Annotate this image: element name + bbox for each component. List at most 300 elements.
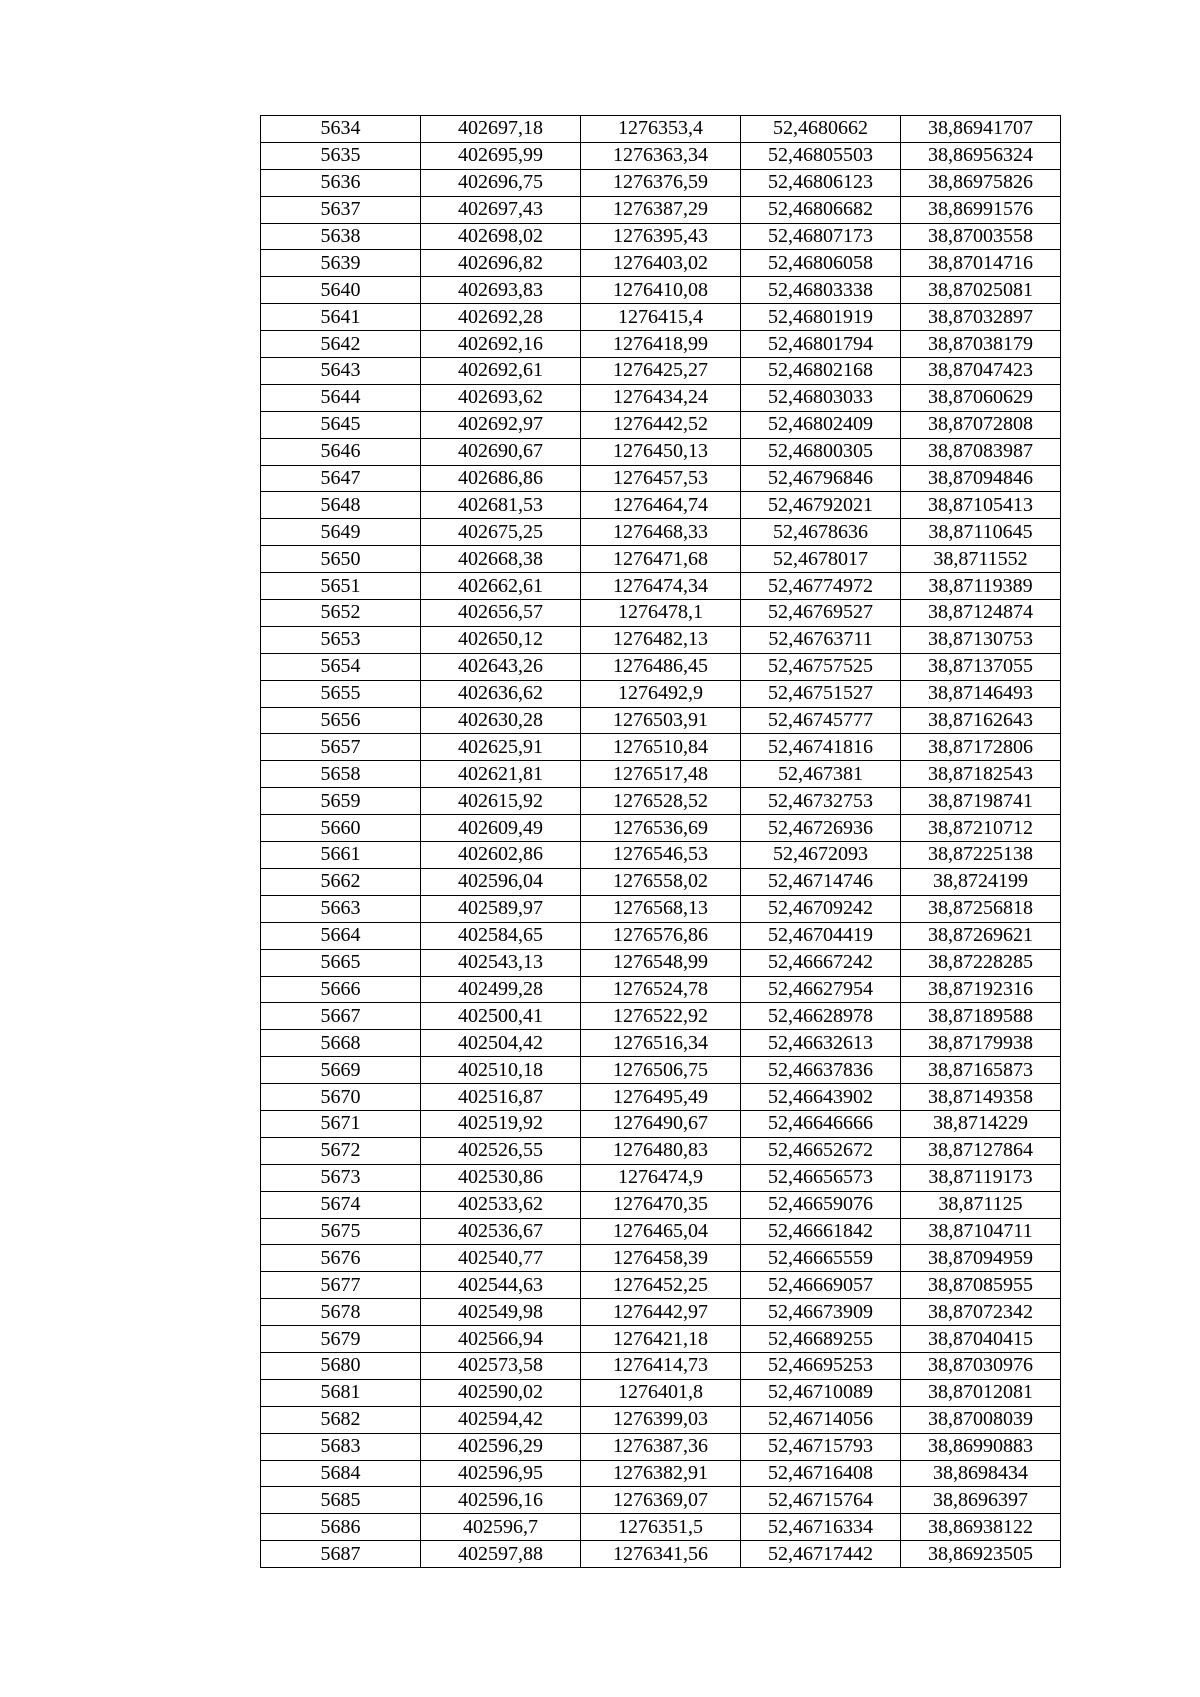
y-coordinate-cell: 1276568,13: [581, 895, 741, 922]
x-coordinate-cell: 402615,92: [421, 788, 581, 815]
y-coordinate-cell: 1276341,56: [581, 1541, 741, 1568]
latitude-cell: 52,46774972: [741, 573, 901, 600]
table-row: [261, 492, 1061, 519]
x-coordinate-cell: 402695,99: [421, 142, 581, 169]
latitude-cell: 52,46628978: [741, 1003, 901, 1030]
y-coordinate-cell: 1276478,1: [581, 600, 741, 627]
y-coordinate-cell: 1276403,02: [581, 250, 741, 277]
point-number-cell: 5669: [261, 1057, 421, 1084]
latitude-cell: 52,46695253: [741, 1352, 901, 1379]
x-coordinate-cell: 402630,28: [421, 707, 581, 734]
longitude-cell: 38,87038179: [901, 331, 1061, 358]
point-number-cell: 5668: [261, 1030, 421, 1057]
point-number-cell: 5678: [261, 1299, 421, 1326]
latitude-cell: 52,46716334: [741, 1514, 901, 1541]
x-coordinate-cell: 402668,38: [421, 546, 581, 573]
y-coordinate-cell: 1276503,91: [581, 707, 741, 734]
longitude-cell: 38,87104711: [901, 1218, 1061, 1245]
x-coordinate-cell: 402636,62: [421, 680, 581, 707]
y-coordinate-cell: 1276425,27: [581, 358, 741, 385]
point-number-cell: 5649: [261, 519, 421, 546]
latitude-cell: 52,46745777: [741, 707, 901, 734]
latitude-cell: 52,46806058: [741, 250, 901, 277]
y-coordinate-cell: 1276471,68: [581, 546, 741, 573]
point-number-cell: 5663: [261, 895, 421, 922]
latitude-cell: 52,46792021: [741, 492, 901, 519]
table-row: [261, 842, 1061, 869]
x-coordinate-cell: 402693,83: [421, 277, 581, 304]
x-coordinate-cell: 402519,92: [421, 1110, 581, 1137]
longitude-cell: 38,87032897: [901, 304, 1061, 331]
y-coordinate-cell: 1276492,9: [581, 680, 741, 707]
latitude-cell: 52,46652672: [741, 1137, 901, 1164]
y-coordinate-cell: 1276410,08: [581, 277, 741, 304]
longitude-cell: 38,87085955: [901, 1272, 1061, 1299]
point-number-cell: 5679: [261, 1326, 421, 1353]
table-row: [261, 1299, 1061, 1326]
point-number-cell: 5658: [261, 761, 421, 788]
longitude-cell: 38,87256818: [901, 895, 1061, 922]
point-number-cell: 5644: [261, 384, 421, 411]
y-coordinate-cell: 1276528,52: [581, 788, 741, 815]
x-coordinate-cell: 402696,75: [421, 169, 581, 196]
y-coordinate-cell: 1276522,92: [581, 1003, 741, 1030]
point-number-cell: 5639: [261, 250, 421, 277]
latitude-cell: 52,46716408: [741, 1460, 901, 1487]
table-row: [261, 1406, 1061, 1433]
longitude-cell: 38,86923505: [901, 1541, 1061, 1568]
y-coordinate-cell: 1276506,75: [581, 1057, 741, 1084]
table-row: [261, 1030, 1061, 1057]
latitude-cell: 52,46714056: [741, 1406, 901, 1433]
point-number-cell: 5643: [261, 358, 421, 385]
x-coordinate-cell: 402675,25: [421, 519, 581, 546]
x-coordinate-cell: 402697,43: [421, 196, 581, 223]
y-coordinate-cell: 1276363,34: [581, 142, 741, 169]
x-coordinate-cell: 402573,58: [421, 1352, 581, 1379]
longitude-cell: 38,87003558: [901, 223, 1061, 250]
latitude-cell: 52,4678017: [741, 546, 901, 573]
point-number-cell: 5653: [261, 626, 421, 653]
latitude-cell: 52,46805503: [741, 142, 901, 169]
point-number-cell: 5683: [261, 1433, 421, 1460]
y-coordinate-cell: 1276351,5: [581, 1514, 741, 1541]
y-coordinate-cell: 1276468,33: [581, 519, 741, 546]
y-coordinate-cell: 1276517,48: [581, 761, 741, 788]
point-number-cell: 5681: [261, 1379, 421, 1406]
point-number-cell: 5682: [261, 1406, 421, 1433]
point-number-cell: 5665: [261, 949, 421, 976]
point-number-cell: 5636: [261, 169, 421, 196]
latitude-cell: 52,4672093: [741, 842, 901, 869]
latitude-cell: 52,46667242: [741, 949, 901, 976]
latitude-cell: 52,467381: [741, 761, 901, 788]
y-coordinate-cell: 1276490,67: [581, 1110, 741, 1137]
longitude-cell: 38,86991576: [901, 196, 1061, 223]
table-row: [261, 196, 1061, 223]
longitude-cell: 38,8698434: [901, 1460, 1061, 1487]
longitude-cell: 38,87149358: [901, 1084, 1061, 1111]
x-coordinate-cell: 402536,67: [421, 1218, 581, 1245]
point-number-cell: 5677: [261, 1272, 421, 1299]
latitude-cell: 52,46732753: [741, 788, 901, 815]
y-coordinate-cell: 1276546,53: [581, 842, 741, 869]
coordinates-table: [260, 115, 1061, 1568]
longitude-cell: 38,87025081: [901, 277, 1061, 304]
table-row: [261, 949, 1061, 976]
table-row: [261, 465, 1061, 492]
table-row: [261, 438, 1061, 465]
table-row: [261, 411, 1061, 438]
table-row: [261, 277, 1061, 304]
x-coordinate-cell: 402692,97: [421, 411, 581, 438]
x-coordinate-cell: 402596,29: [421, 1433, 581, 1460]
y-coordinate-cell: 1276457,53: [581, 465, 741, 492]
x-coordinate-cell: 402650,12: [421, 626, 581, 653]
y-coordinate-cell: 1276486,45: [581, 653, 741, 680]
y-coordinate-cell: 1276576,86: [581, 922, 741, 949]
point-number-cell: 5680: [261, 1352, 421, 1379]
longitude-cell: 38,87094959: [901, 1245, 1061, 1272]
longitude-cell: 38,87172806: [901, 734, 1061, 761]
latitude-cell: 52,46627954: [741, 976, 901, 1003]
x-coordinate-cell: 402596,95: [421, 1460, 581, 1487]
x-coordinate-cell: 402692,28: [421, 304, 581, 331]
x-coordinate-cell: 402656,57: [421, 600, 581, 627]
longitude-cell: 38,8724199: [901, 868, 1061, 895]
longitude-cell: 38,87094846: [901, 465, 1061, 492]
y-coordinate-cell: 1276442,97: [581, 1299, 741, 1326]
x-coordinate-cell: 402596,16: [421, 1487, 581, 1514]
point-number-cell: 5637: [261, 196, 421, 223]
table-row: [261, 815, 1061, 842]
point-number-cell: 5660: [261, 815, 421, 842]
latitude-cell: 52,46802168: [741, 358, 901, 385]
longitude-cell: 38,87130753: [901, 626, 1061, 653]
table-row: [261, 976, 1061, 1003]
latitude-cell: 52,46802409: [741, 411, 901, 438]
y-coordinate-cell: 1276474,34: [581, 573, 741, 600]
x-coordinate-cell: 402543,13: [421, 949, 581, 976]
x-coordinate-cell: 402597,88: [421, 1541, 581, 1568]
latitude-cell: 52,46661842: [741, 1218, 901, 1245]
longitude-cell: 38,87225138: [901, 842, 1061, 869]
table-row: [261, 653, 1061, 680]
coordinates-table-body: [261, 116, 1061, 1568]
x-coordinate-cell: 402533,62: [421, 1191, 581, 1218]
x-coordinate-cell: 402698,02: [421, 223, 581, 250]
x-coordinate-cell: 402662,61: [421, 573, 581, 600]
table-row: [261, 1460, 1061, 1487]
table-row: [261, 895, 1061, 922]
point-number-cell: 5659: [261, 788, 421, 815]
point-number-cell: 5651: [261, 573, 421, 600]
y-coordinate-cell: 1276414,73: [581, 1352, 741, 1379]
longitude-cell: 38,87119173: [901, 1164, 1061, 1191]
point-number-cell: 5687: [261, 1541, 421, 1568]
point-number-cell: 5640: [261, 277, 421, 304]
y-coordinate-cell: 1276387,29: [581, 196, 741, 223]
y-coordinate-cell: 1276474,9: [581, 1164, 741, 1191]
longitude-cell: 38,8714229: [901, 1110, 1061, 1137]
point-number-cell: 5655: [261, 680, 421, 707]
point-number-cell: 5638: [261, 223, 421, 250]
point-number-cell: 5684: [261, 1460, 421, 1487]
latitude-cell: 52,46800305: [741, 438, 901, 465]
longitude-cell: 38,87105413: [901, 492, 1061, 519]
y-coordinate-cell: 1276353,4: [581, 116, 741, 143]
y-coordinate-cell: 1276458,39: [581, 1245, 741, 1272]
longitude-cell: 38,87192316: [901, 976, 1061, 1003]
y-coordinate-cell: 1276369,07: [581, 1487, 741, 1514]
point-number-cell: 5670: [261, 1084, 421, 1111]
x-coordinate-cell: 402504,42: [421, 1030, 581, 1057]
y-coordinate-cell: 1276395,43: [581, 223, 741, 250]
point-number-cell: 5657: [261, 734, 421, 761]
longitude-cell: 38,87060629: [901, 384, 1061, 411]
latitude-cell: 52,46801919: [741, 304, 901, 331]
latitude-cell: 52,46659076: [741, 1191, 901, 1218]
table-row: [261, 1084, 1061, 1111]
x-coordinate-cell: 402621,81: [421, 761, 581, 788]
table-row: [261, 761, 1061, 788]
longitude-cell: 38,87040415: [901, 1326, 1061, 1353]
latitude-cell: 52,46769527: [741, 600, 901, 627]
y-coordinate-cell: 1276434,24: [581, 384, 741, 411]
y-coordinate-cell: 1276548,99: [581, 949, 741, 976]
x-coordinate-cell: 402625,91: [421, 734, 581, 761]
x-coordinate-cell: 402526,55: [421, 1137, 581, 1164]
y-coordinate-cell: 1276399,03: [581, 1406, 741, 1433]
longitude-cell: 38,87072808: [901, 411, 1061, 438]
x-coordinate-cell: 402566,94: [421, 1326, 581, 1353]
x-coordinate-cell: 402681,53: [421, 492, 581, 519]
x-coordinate-cell: 402697,18: [421, 116, 581, 143]
table-row: [261, 1272, 1061, 1299]
point-number-cell: 5686: [261, 1514, 421, 1541]
y-coordinate-cell: 1276450,13: [581, 438, 741, 465]
latitude-cell: 52,46673909: [741, 1299, 901, 1326]
latitude-cell: 52,4678636: [741, 519, 901, 546]
point-number-cell: 5667: [261, 1003, 421, 1030]
x-coordinate-cell: 402589,97: [421, 895, 581, 922]
y-coordinate-cell: 1276495,49: [581, 1084, 741, 1111]
table-row: [261, 169, 1061, 196]
longitude-cell: 38,87269621: [901, 922, 1061, 949]
point-number-cell: 5648: [261, 492, 421, 519]
longitude-cell: 38,87012081: [901, 1379, 1061, 1406]
table-row: [261, 546, 1061, 573]
latitude-cell: 52,46669057: [741, 1272, 901, 1299]
point-number-cell: 5661: [261, 842, 421, 869]
latitude-cell: 52,46646666: [741, 1110, 901, 1137]
table-row: [261, 1137, 1061, 1164]
point-number-cell: 5635: [261, 142, 421, 169]
x-coordinate-cell: 402584,65: [421, 922, 581, 949]
longitude-cell: 38,87210712: [901, 815, 1061, 842]
longitude-cell: 38,87165873: [901, 1057, 1061, 1084]
table-row: [261, 1514, 1061, 1541]
point-number-cell: 5650: [261, 546, 421, 573]
point-number-cell: 5675: [261, 1218, 421, 1245]
longitude-cell: 38,87182543: [901, 761, 1061, 788]
latitude-cell: 52,46709242: [741, 895, 901, 922]
longitude-cell: 38,87162643: [901, 707, 1061, 734]
table-row: [261, 922, 1061, 949]
latitude-cell: 52,46807173: [741, 223, 901, 250]
table-row: [261, 1218, 1061, 1245]
point-number-cell: 5641: [261, 304, 421, 331]
y-coordinate-cell: 1276465,04: [581, 1218, 741, 1245]
point-number-cell: 5645: [261, 411, 421, 438]
table-row: [261, 1003, 1061, 1030]
longitude-cell: 38,87137055: [901, 653, 1061, 680]
latitude-cell: 52,46665559: [741, 1245, 901, 1272]
x-coordinate-cell: 402499,28: [421, 976, 581, 1003]
x-coordinate-cell: 402500,41: [421, 1003, 581, 1030]
y-coordinate-cell: 1276480,83: [581, 1137, 741, 1164]
table-row: [261, 331, 1061, 358]
longitude-cell: 38,87014716: [901, 250, 1061, 277]
x-coordinate-cell: 402692,61: [421, 358, 581, 385]
y-coordinate-cell: 1276442,52: [581, 411, 741, 438]
table-row: [261, 1379, 1061, 1406]
x-coordinate-cell: 402540,77: [421, 1245, 581, 1272]
table-row: [261, 680, 1061, 707]
longitude-cell: 38,87127864: [901, 1137, 1061, 1164]
point-number-cell: 5652: [261, 600, 421, 627]
longitude-cell: 38,86990883: [901, 1433, 1061, 1460]
longitude-cell: 38,87047423: [901, 358, 1061, 385]
x-coordinate-cell: 402516,87: [421, 1084, 581, 1111]
point-number-cell: 5647: [261, 465, 421, 492]
point-number-cell: 5674: [261, 1191, 421, 1218]
longitude-cell: 38,87179938: [901, 1030, 1061, 1057]
longitude-cell: 38,87110645: [901, 519, 1061, 546]
point-number-cell: 5642: [261, 331, 421, 358]
point-number-cell: 5672: [261, 1137, 421, 1164]
y-coordinate-cell: 1276452,25: [581, 1272, 741, 1299]
x-coordinate-cell: 402596,7: [421, 1514, 581, 1541]
y-coordinate-cell: 1276470,35: [581, 1191, 741, 1218]
y-coordinate-cell: 1276524,78: [581, 976, 741, 1003]
latitude-cell: 52,46704419: [741, 922, 901, 949]
table-row: [261, 1057, 1061, 1084]
table-row: [261, 1164, 1061, 1191]
latitude-cell: 52,46715764: [741, 1487, 901, 1514]
table-row: [261, 250, 1061, 277]
point-number-cell: 5666: [261, 976, 421, 1003]
latitude-cell: 52,46757525: [741, 653, 901, 680]
table-row: [261, 116, 1061, 143]
y-coordinate-cell: 1276382,91: [581, 1460, 741, 1487]
x-coordinate-cell: 402690,67: [421, 438, 581, 465]
table-row: [261, 573, 1061, 600]
table-row: [261, 1352, 1061, 1379]
y-coordinate-cell: 1276418,99: [581, 331, 741, 358]
latitude-cell: 52,46715793: [741, 1433, 901, 1460]
point-number-cell: 5664: [261, 922, 421, 949]
point-number-cell: 5685: [261, 1487, 421, 1514]
latitude-cell: 52,46741816: [741, 734, 901, 761]
x-coordinate-cell: 402530,86: [421, 1164, 581, 1191]
table-row: [261, 1245, 1061, 1272]
longitude-cell: 38,871125: [901, 1191, 1061, 1218]
latitude-cell: 52,46726936: [741, 815, 901, 842]
longitude-cell: 38,8696397: [901, 1487, 1061, 1514]
latitude-cell: 52,46643902: [741, 1084, 901, 1111]
y-coordinate-cell: 1276510,84: [581, 734, 741, 761]
x-coordinate-cell: 402596,04: [421, 868, 581, 895]
y-coordinate-cell: 1276415,4: [581, 304, 741, 331]
table-row: [261, 734, 1061, 761]
longitude-cell: 38,87198741: [901, 788, 1061, 815]
longitude-cell: 38,86938122: [901, 1514, 1061, 1541]
latitude-cell: 52,46689255: [741, 1326, 901, 1353]
point-number-cell: 5646: [261, 438, 421, 465]
table-row: [261, 707, 1061, 734]
table-row: [261, 626, 1061, 653]
point-number-cell: 5654: [261, 653, 421, 680]
x-coordinate-cell: 402510,18: [421, 1057, 581, 1084]
y-coordinate-cell: 1276482,13: [581, 626, 741, 653]
latitude-cell: 52,46714746: [741, 868, 901, 895]
longitude-cell: 38,86975826: [901, 169, 1061, 196]
latitude-cell: 52,46763711: [741, 626, 901, 653]
longitude-cell: 38,87030976: [901, 1352, 1061, 1379]
latitude-cell: 52,46806682: [741, 196, 901, 223]
table-row: [261, 1191, 1061, 1218]
longitude-cell: 38,87008039: [901, 1406, 1061, 1433]
latitude-cell: 52,4680662: [741, 116, 901, 143]
table-row: [261, 1487, 1061, 1514]
y-coordinate-cell: 1276387,36: [581, 1433, 741, 1460]
x-coordinate-cell: 402544,63: [421, 1272, 581, 1299]
point-number-cell: 5656: [261, 707, 421, 734]
point-number-cell: 5662: [261, 868, 421, 895]
latitude-cell: 52,46803033: [741, 384, 901, 411]
longitude-cell: 38,86956324: [901, 142, 1061, 169]
table-row: [261, 304, 1061, 331]
point-number-cell: 5676: [261, 1245, 421, 1272]
table-row: [261, 1110, 1061, 1137]
latitude-cell: 52,46803338: [741, 277, 901, 304]
table-row: [261, 868, 1061, 895]
table-row: [261, 1541, 1061, 1568]
table-row: [261, 600, 1061, 627]
longitude-cell: 38,8711552: [901, 546, 1061, 573]
longitude-cell: 38,87189588: [901, 1003, 1061, 1030]
latitude-cell: 52,46637836: [741, 1057, 901, 1084]
longitude-cell: 38,86941707: [901, 116, 1061, 143]
y-coordinate-cell: 1276464,74: [581, 492, 741, 519]
table-row: [261, 358, 1061, 385]
latitude-cell: 52,46806123: [741, 169, 901, 196]
x-coordinate-cell: 402590,02: [421, 1379, 581, 1406]
table-row: [261, 142, 1061, 169]
y-coordinate-cell: 1276421,18: [581, 1326, 741, 1353]
longitude-cell: 38,87146493: [901, 680, 1061, 707]
latitude-cell: 52,46751527: [741, 680, 901, 707]
table-row: [261, 1326, 1061, 1353]
longitude-cell: 38,87124874: [901, 600, 1061, 627]
x-coordinate-cell: 402686,86: [421, 465, 581, 492]
x-coordinate-cell: 402643,26: [421, 653, 581, 680]
x-coordinate-cell: 402692,16: [421, 331, 581, 358]
latitude-cell: 52,46717442: [741, 1541, 901, 1568]
table-row: [261, 384, 1061, 411]
latitude-cell: 52,46796846: [741, 465, 901, 492]
